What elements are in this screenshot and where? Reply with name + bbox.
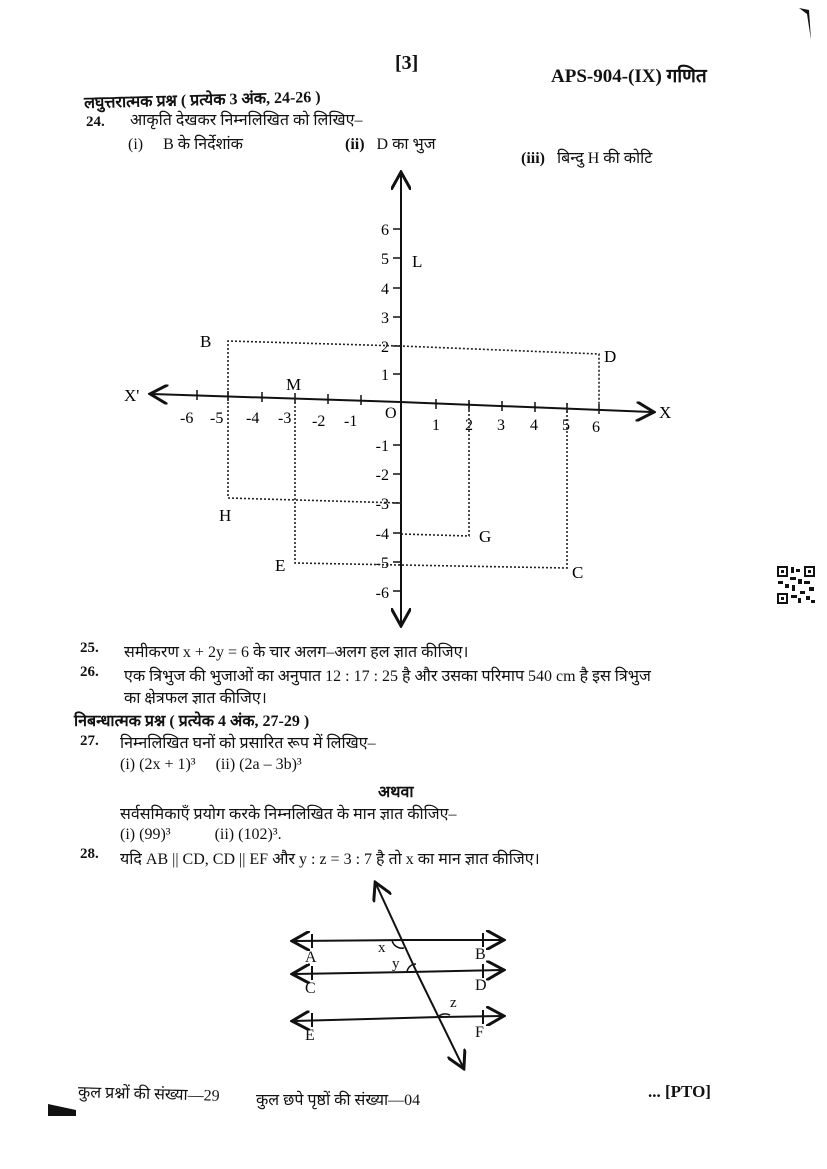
- pto-label: ... [PTO]: [648, 1082, 711, 1101]
- q26-text-line2: का क्षेत्रफल ज्ञात कीजिए।: [124, 690, 267, 707]
- q24-number: 24.: [86, 114, 105, 130]
- point-L: L: [412, 252, 423, 271]
- svg-text:F: F: [475, 1024, 484, 1041]
- svg-text:3: 3: [381, 310, 389, 327]
- footer-total-questions: कुल प्रश्नों की संख्या—29: [77, 1084, 220, 1105]
- svg-text:-5: -5: [375, 555, 389, 572]
- footer-total-pages: कुल छपे पृष्ठों की संख्या—04: [256, 1092, 421, 1109]
- origin-label: O: [385, 405, 397, 422]
- svg-text:E: E: [305, 1027, 315, 1044]
- svg-text:C: C: [305, 980, 316, 997]
- section-heading-long: निबन्धात्मक प्रश्न ( प्रत्येक 4 अंक, 27-29 ): [74, 713, 310, 730]
- point-M: M: [286, 375, 302, 394]
- svg-text:-3: -3: [375, 496, 389, 513]
- svg-text:-2: -2: [312, 413, 326, 430]
- q27-parts: (i) (2x + 1)³ (ii) (2a – 3b)³: [120, 756, 302, 773]
- svg-text:3: 3: [497, 417, 505, 434]
- svg-text:-3: -3: [278, 410, 292, 427]
- x-axis-label: X: [659, 403, 672, 422]
- point-C: C: [572, 563, 584, 582]
- footer-wedge-mark: [48, 1104, 76, 1116]
- svg-text:6: 6: [381, 222, 389, 239]
- point-G: G: [479, 527, 492, 546]
- q24-part-ii: (ii) D का भुज: [345, 136, 436, 153]
- paper-code: APS-904-(IX) गणित: [551, 66, 707, 87]
- q24-text: आकृति देखकर निम्नलिखित को लिखिए–: [130, 112, 363, 129]
- q27-text: निम्नलिखित घनों को प्रसारित रूप में लिखिए–: [120, 735, 376, 752]
- q27-alt-text: सर्वसमिकाएँ प्रयोग करके निम्नलिखित के मान ज्ञात कीजिए–: [120, 806, 457, 823]
- svg-text:4: 4: [530, 417, 538, 434]
- point-E: E: [275, 556, 286, 575]
- x-axis: [152, 394, 400, 402]
- svg-text:y: y: [392, 956, 400, 972]
- svg-text:-4: -4: [375, 526, 389, 543]
- svg-text:5: 5: [562, 417, 570, 434]
- svg-text:6: 6: [592, 419, 600, 436]
- x-neg-axis-label: X': [124, 386, 140, 405]
- or-label: अथवा: [378, 784, 414, 801]
- point-B: B: [200, 332, 212, 351]
- svg-text:-2: -2: [375, 467, 389, 484]
- svg-text:1: 1: [381, 367, 389, 384]
- svg-text:A: A: [305, 949, 317, 966]
- svg-text:x: x: [378, 940, 386, 956]
- q27-alt-parts: (i) (99)³ (ii) (102)³.: [120, 826, 282, 843]
- q26-text-line1: एक त्रिभुज की भुजाओं का अनुपात 12 : 17 : 25 है और उसका परिमाप 540 cm है इस त्रिभुज: [124, 668, 651, 685]
- q25-text: समीकरण x + 2y = 6 के चार अलग–अलग हल ज्ञात कीजिए।: [124, 644, 469, 661]
- qr-code-icon: [776, 565, 816, 605]
- q28-number: 28.: [80, 846, 99, 862]
- section-heading-short: लघुत्तरात्मक प्रश्न ( प्रत्येक 3 अंक, 24-26 ): [83, 88, 321, 113]
- svg-text:2: 2: [381, 339, 389, 356]
- svg-text:-6: -6: [180, 410, 194, 427]
- svg-text:5: 5: [381, 251, 389, 268]
- svg-text:B: B: [475, 946, 486, 963]
- q24-part-i: (i) B के निर्देशांक: [128, 136, 243, 153]
- svg-text:D: D: [475, 977, 487, 994]
- point-H: H: [219, 506, 232, 525]
- svg-text:-4: -4: [246, 410, 260, 427]
- svg-text:-1: -1: [344, 413, 358, 430]
- q28-text: यदि AB || CD, CD || EF और y : z = 3 : 7 है तो x का मान ज्ञात कीजिए।: [120, 851, 540, 868]
- svg-text:-6: -6: [375, 585, 389, 602]
- q26-number: 26.: [80, 664, 99, 680]
- svg-text:z: z: [450, 995, 457, 1011]
- parallel-lines-figure: [270, 880, 530, 1080]
- q24-part-iii: (iii) बिन्दु H की कोटि: [521, 150, 653, 167]
- point-D: D: [604, 347, 617, 366]
- svg-text:2: 2: [465, 417, 473, 434]
- svg-text:-5: -5: [210, 410, 224, 427]
- q25-number: 25.: [80, 640, 99, 656]
- q27-number: 27.: [80, 733, 99, 749]
- svg-text:1: 1: [432, 417, 440, 434]
- svg-text:-1: -1: [375, 438, 389, 455]
- page-number: [3]: [395, 52, 419, 74]
- svg-text:4: 4: [381, 281, 389, 298]
